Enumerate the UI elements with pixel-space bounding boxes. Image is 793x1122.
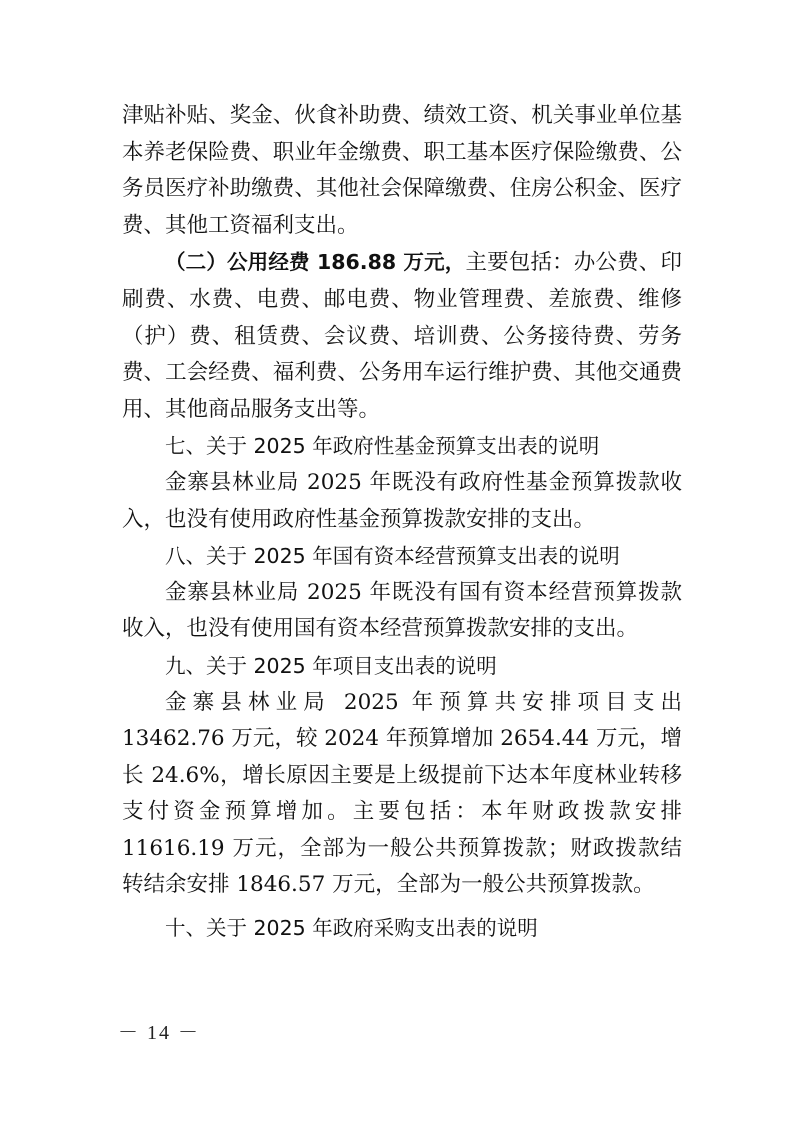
page-number: － 14 － [118, 1022, 200, 1044]
section-heading-8: 八、关于 2025 年国有资本经营预算支出表的说明 [165, 544, 620, 569]
document-body [122, 98, 682, 947]
section-heading-10: 十、关于 2025 年政府采购支出表的说明 [165, 916, 538, 941]
paragraph-section-8: 金寨县林业局 2025 年既没有国有资本经营预算拨款收入，也没有使用国有资本经营预算拨款安排的支出。 [122, 579, 682, 642]
paragraph-section-7: 金寨县林业局 2025 年既没有政府性基金预算拨款收入，也没有使用政府性基金预算拨款安排的支出。 [122, 469, 682, 532]
section-heading-7: 七、关于 2025 年政府性基金预算支出表的说明 [165, 434, 600, 459]
paragraph-section-9: 金寨县林业局 2025 年预算共安排项目支出 13462.76 万元，较 2024 年预算增加 2654.44 万元，增长 24.6%，增长原因主要是上级提前下达本年度林业转移支付资金预算增加。主要包括：本年财政拨款安排 11616.19 万元，全部为一般公共预算拨款；财政拨款结转结余安排 1846.57 万元，全部为一般公共预算拨款。 [122, 689, 682, 898]
public-expenses-text: 主要包括：办公费、印刷费、水费、电费、邮电费、物业管理费、差旅费、维修（护）费、租赁费、会议费、培训费、公务接待费、劳务费、工会经费、福利费、公务用车运行维护费、其他交通费用、其他商品服务支出等。 [122, 250, 682, 422]
section-heading-9: 九、关于 2025 年项目支出表的说明 [165, 653, 497, 678]
public-expenses-subheading: （二）公用经费 186.88 万元， [165, 250, 466, 275]
paragraph-public-expenses [122, 244, 682, 428]
paragraph-wage-items: 津贴补贴、奖金、伙食补助费、绩效工资、机关事业单位基本养老保险费、职业年金缴费、职工基本医疗保险缴费、公务员医疗补助缴费、其他社会保障缴费、住房公积金、医疗费、其他工资福利支出。 [122, 103, 682, 238]
